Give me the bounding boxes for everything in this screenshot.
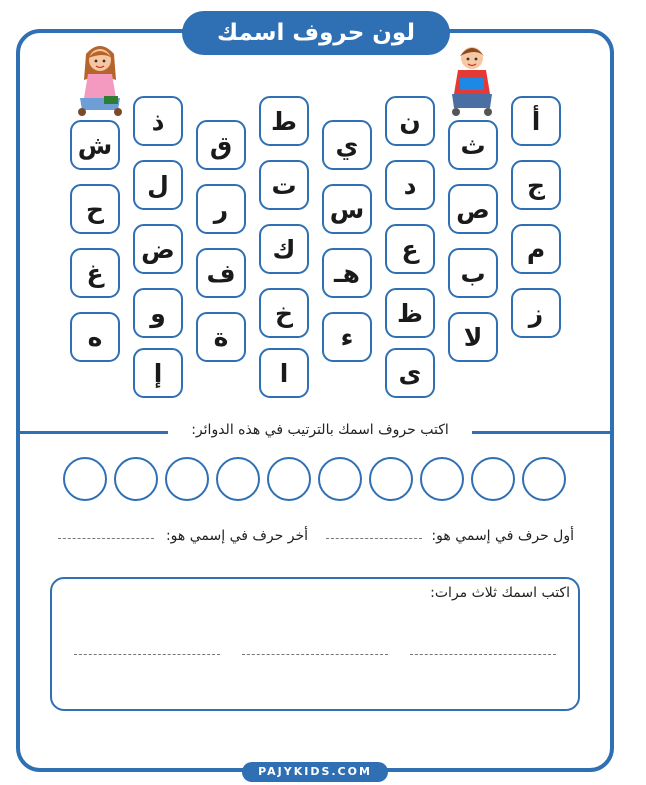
letter-circle[interactable] xyxy=(318,457,362,501)
letter-tile[interactable]: ل xyxy=(133,160,183,210)
letter-tile[interactable]: ا xyxy=(259,348,309,398)
letter-tile[interactable]: ض xyxy=(133,224,183,274)
letter-tile[interactable]: ي xyxy=(322,120,372,170)
divider-left xyxy=(20,431,168,434)
letter-tile[interactable]: هـ xyxy=(322,248,372,298)
letter-tile[interactable]: ط xyxy=(259,96,309,146)
letter-tile[interactable]: ص xyxy=(448,184,498,234)
page-title: لون حروف اسمك xyxy=(182,11,450,55)
name-line-1[interactable] xyxy=(410,654,556,655)
letter-tile[interactable]: ذ xyxy=(133,96,183,146)
letter-tile[interactable]: ف xyxy=(196,248,246,298)
letter-tile[interactable]: ك xyxy=(259,224,309,274)
letter-tile[interactable]: س xyxy=(322,184,372,234)
last-letter-label: أخر حرف في إسمي هو: xyxy=(165,528,308,544)
letter-tile[interactable]: د xyxy=(385,160,435,210)
circles-instruction: اكتب حروف اسمك بالترتيب في هذه الدوائر: xyxy=(191,422,449,438)
letter-tile[interactable]: إ xyxy=(133,348,183,398)
letter-circle[interactable] xyxy=(420,457,464,501)
girl-illustration xyxy=(74,40,126,122)
letter-tile[interactable]: أ xyxy=(511,96,561,146)
letter-circle[interactable] xyxy=(369,457,413,501)
letter-tile[interactable]: ظ xyxy=(385,288,435,338)
name-line-2[interactable] xyxy=(242,654,388,655)
letter-tile[interactable]: ث xyxy=(448,120,498,170)
letter-tile[interactable]: غ xyxy=(70,248,120,298)
letter-tile[interactable]: ق xyxy=(196,120,246,170)
letter-tile[interactable]: ن xyxy=(385,96,435,146)
last-letter-line[interactable] xyxy=(58,538,154,539)
letter-tile[interactable]: ة xyxy=(196,312,246,362)
name-line-3[interactable] xyxy=(74,654,220,655)
letter-circle[interactable] xyxy=(114,457,158,501)
boy-illustration xyxy=(446,40,498,122)
letter-circle[interactable] xyxy=(165,457,209,501)
letter-tile[interactable]: لا xyxy=(448,312,498,362)
letter-tile[interactable]: ت xyxy=(259,160,309,210)
letter-tile[interactable]: ش xyxy=(70,120,120,170)
first-letter-label: أول حرف في إسمي هو: xyxy=(431,528,574,544)
letter-tile[interactable]: ع xyxy=(385,224,435,274)
letter-tile[interactable]: ح xyxy=(70,184,120,234)
letter-tile[interactable]: م xyxy=(511,224,561,274)
letter-tile[interactable]: ز xyxy=(511,288,561,338)
letter-tile[interactable]: ج xyxy=(511,160,561,210)
letter-circle[interactable] xyxy=(267,457,311,501)
letter-tile[interactable]: ه xyxy=(70,312,120,362)
divider-right xyxy=(472,431,610,434)
letter-tile[interactable]: خ xyxy=(259,288,309,338)
letter-circle[interactable] xyxy=(471,457,515,501)
letter-tile[interactable]: ى xyxy=(385,348,435,398)
write-name-label: اكتب اسمك ثلاث مرات: xyxy=(430,585,570,601)
first-letter-line[interactable] xyxy=(326,538,422,539)
letter-circle[interactable] xyxy=(216,457,260,501)
letter-tile[interactable]: و xyxy=(133,288,183,338)
footer-badge: PAJYKIDS.COM xyxy=(242,762,388,782)
letter-circle[interactable] xyxy=(522,457,566,501)
letter-tile[interactable]: ر xyxy=(196,184,246,234)
letter-circle[interactable] xyxy=(63,457,107,501)
letter-tile[interactable]: ء xyxy=(322,312,372,362)
letter-tile[interactable]: ب xyxy=(448,248,498,298)
